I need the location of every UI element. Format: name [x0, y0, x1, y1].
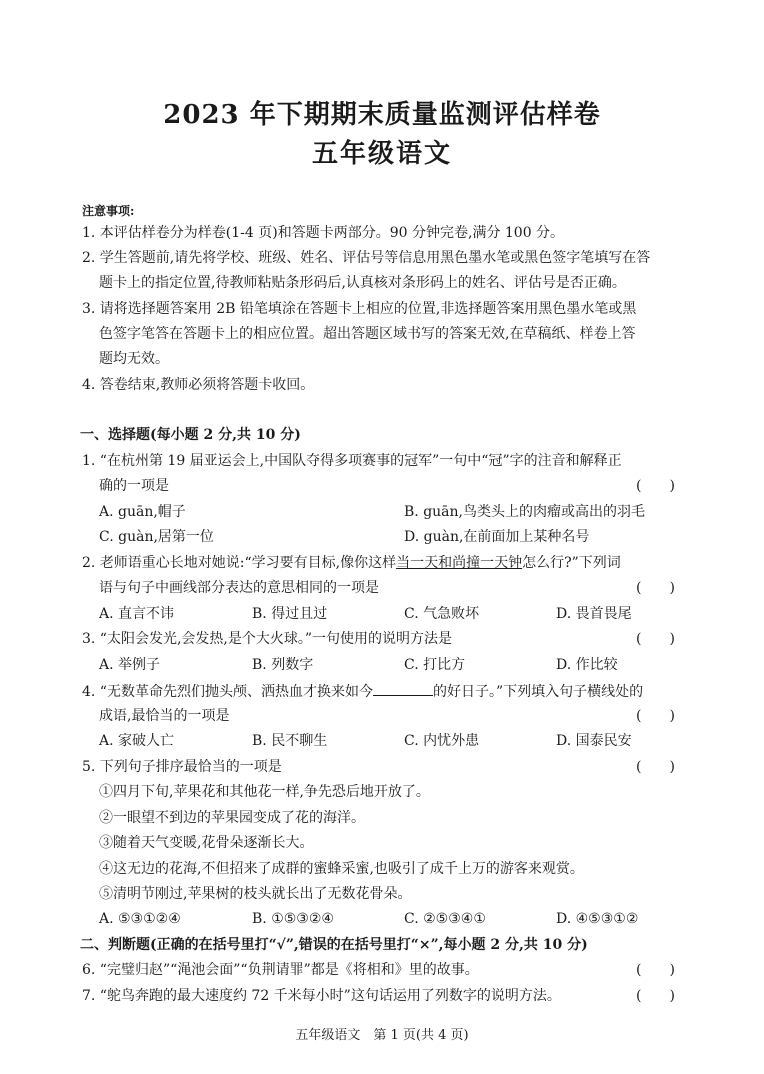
exam-title: 2023 年下期期末质量监测评估样卷 — [163, 100, 601, 130]
notice-line-3: 3. 请将选择题答案用 2B 铅笔填涂在答题卡上相应的位置,非选择题答案用黑色墨水笔或黑 — [82, 301, 637, 317]
notice-line-3c: 题均无效。 — [99, 351, 169, 367]
q5-sentence-2: ②一眼望不到边的苹果园变成了花的海洋。 — [99, 810, 365, 826]
notice-line-1: 1. 本评估样卷分为样卷(1-4 页)和答题卡两部分。90 分钟完卷,满分 100 分。 — [82, 225, 565, 241]
q5-option-c: C. ②⑤③④① — [404, 911, 486, 927]
notice-line-4: 4. 答卷结束,教师必须将答题卡收回。 — [82, 377, 315, 393]
q2-stem-2: 语与句子中画线部分表达的意思相同的一项是 — [99, 580, 379, 596]
q4-option-c: C. 内忧外患 — [404, 733, 480, 749]
q5-sentence-5: ⑤清明节刚过,苹果树的枝头就长出了无数花骨朵。 — [99, 886, 412, 902]
q5-sentence-1: ①四月下旬,苹果花和其他花一样,争先恐后地开放了。 — [99, 784, 430, 800]
q5-option-d: D. ④⑤③①② — [556, 911, 639, 927]
q2-stem-post: 怎么行?”下列词 — [522, 555, 621, 571]
page-footer: 五年级语文 第 1 页(共 4 页) — [295, 1028, 469, 1043]
q2-stem-1 — [82, 554, 621, 572]
q7-answer-paren: ( ) — [636, 988, 675, 1004]
q3-option-a: A. 举例子 — [99, 657, 161, 673]
q1-stem-1: 1. “在杭州第 19 届亚运会上,中国队夺得多项赛事的冠军”一句中“冠”字的注音和解释正 — [82, 453, 622, 469]
q1-answer-paren: ( ) — [636, 478, 675, 494]
q3-answer-paren: ( ) — [636, 631, 675, 647]
q4-answer-paren: ( ) — [636, 708, 675, 724]
notice-line-3b: 色签字笔答在答题卡上的相应位置。超出答题区域书写的答案无效,在草稿纸、样卷上答 — [99, 326, 636, 342]
q4-option-d: D. 国泰民安 — [556, 733, 632, 749]
q1-option-d: D. guàn,在前面加上某种名号 — [404, 529, 590, 545]
q2-option-b: B. 得过且过 — [252, 606, 328, 622]
section1-heading: 一、选择题(每小题 2 分,共 10 分) — [80, 427, 301, 443]
q2-stem-pre: 2. 老师语重心长地对她说:“学习要有目标,像你这样 — [82, 555, 397, 571]
q5-answer-paren: ( ) — [636, 759, 675, 775]
notice-heading: 注意事项: — [82, 204, 135, 218]
q2-option-c: C. 气急败坏 — [404, 606, 480, 622]
q3-option-b: B. 列数字 — [252, 657, 314, 673]
q3-option-c: C. 打比方 — [404, 657, 466, 673]
q1-stem-2: 确的一项是 — [99, 478, 169, 494]
exam-subtitle: 五年级语文 — [311, 139, 452, 169]
q6-stem: 6. “完璧归赵”“渑池会面”“负荆请罪”都是《将相和》里的故事。 — [82, 962, 479, 978]
notice-line-2: 2. 学生答题前,请先将学校、班级、姓名、评估号等信息用黑色墨水笔或黑色签字笔填写在答 — [82, 250, 651, 266]
q7-stem: 7. “鸵鸟奔跑的最大速度约 72 千米每小时”这句话运用了列数字的说明方法。 — [82, 988, 561, 1004]
q2-option-a: A. 直言不讳 — [99, 606, 175, 622]
q3-stem: 3. “太阳会发光,会发热,是个大火球。”一句使用的说明方法是 — [82, 631, 453, 647]
q4-option-a: A. 家破人亡 — [99, 733, 175, 749]
q3-option-d: D. 作比较 — [556, 657, 618, 673]
q5-option-a: A. ⑤③①②④ — [99, 911, 181, 927]
q5-option-b: B. ①⑤③②④ — [252, 911, 334, 927]
q4-option-b: B. 民不聊生 — [252, 733, 328, 749]
notice-line-2b: 题卡上的指定位置,待教师粘贴条形码后,认真核对条形码上的姓名、评估号是否正确。 — [99, 275, 626, 291]
section2-heading: 二、判断题(正确的在括号里打“√”,错误的在括号里打“×”,每小题 2 分,共 10 分) — [80, 937, 588, 953]
q4-stem-pre: 4. “无数革命先烈们抛头颅、洒热血才换来如今 — [82, 684, 373, 700]
q2-option-d: D. 畏首畏尾 — [556, 606, 632, 622]
q5-stem: 5. 下列句子排序最恰当的一项是 — [82, 759, 282, 775]
q2-answer-paren: ( ) — [636, 580, 675, 596]
q1-option-c: C. guàn,居第一位 — [99, 529, 214, 545]
q5-sentence-3: ③随着天气变暖,花骨朵逐渐长大。 — [99, 835, 314, 851]
q4-stem-2: 成语,最恰当的一项是 — [99, 708, 230, 724]
q4-blank — [373, 681, 433, 696]
q1-option-a: A. guān,帽子 — [99, 504, 186, 520]
q4-stem-1 — [82, 681, 643, 701]
q5-sentence-4: ④这无边的花海,不但招来了成群的蜜蜂采蜜,也吸引了成千上万的游客来观赏。 — [99, 861, 584, 877]
q2-underlined-phrase: 当一天和尚撞一天钟 — [396, 555, 523, 571]
q6-answer-paren: ( ) — [636, 962, 675, 978]
q1-option-b: B. guān,鸟类头上的肉瘤或高出的羽毛 — [404, 504, 645, 520]
q4-stem-post: 的好日子。”下列填入句子横线处的 — [432, 684, 644, 700]
